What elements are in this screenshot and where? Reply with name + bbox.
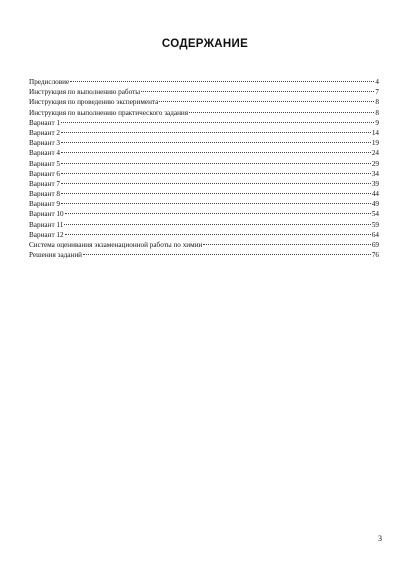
toc-dot-leader <box>61 173 371 174</box>
toc-entry-label: Инструкция по выполнению практического задания <box>29 108 189 117</box>
toc-entry <box>29 77 379 87</box>
toc-dot-leader <box>61 122 374 123</box>
page-title: СОДЕРЖАНИЕ <box>161 38 249 50</box>
toc-entry-label: Система оценивания экзаменационной работы по химии <box>29 241 203 249</box>
toc-entry-label: Вариант 5 <box>29 159 60 168</box>
toc-entry <box>29 87 379 97</box>
toc-entry-label: Вариант 1 <box>29 118 60 127</box>
toc-dot-leader <box>203 244 370 245</box>
toc-entry <box>29 138 379 148</box>
toc-dot-leader <box>70 81 374 82</box>
toc-entry <box>29 179 379 189</box>
toc-entry-page: 69 <box>371 241 379 249</box>
toc-entry <box>29 220 379 230</box>
toc-dot-leader <box>61 152 371 153</box>
toc-entry-page: 7 <box>375 88 379 97</box>
toc-dot-leader <box>189 112 374 113</box>
toc-entry-label: Вариант 12 <box>29 230 64 239</box>
toc-entry-page: 8 <box>375 98 379 107</box>
toc-entry-page: 64 <box>371 230 379 239</box>
toc-entry-page: 34 <box>371 169 379 178</box>
toc-dot-leader <box>61 183 371 184</box>
toc-entry <box>29 199 379 209</box>
toc-entry-page: 14 <box>371 128 379 137</box>
toc-dot-leader <box>61 203 371 204</box>
toc-entry-page: 59 <box>371 220 379 229</box>
toc-entry <box>29 169 379 179</box>
toc-entry-page: 24 <box>371 149 379 158</box>
toc-entry-label: Предисловие <box>29 78 70 86</box>
table-of-contents <box>29 77 379 260</box>
toc-entry-label: Вариант 3 <box>29 139 60 148</box>
toc-entry-page: 8 <box>375 108 379 117</box>
toc-entry <box>29 118 379 128</box>
toc-dot-leader <box>83 254 371 255</box>
toc-entry <box>29 128 379 138</box>
toc-entry-label: Вариант 11 <box>29 220 64 229</box>
toc-entry-page: 76 <box>371 251 379 260</box>
toc-entry <box>29 209 379 219</box>
toc-dot-leader <box>159 101 374 102</box>
toc-entry <box>29 159 379 169</box>
toc-dot-leader <box>141 91 374 92</box>
toc-entry-page: 9 <box>375 118 379 127</box>
toc-dot-leader <box>64 224 370 225</box>
toc-entry <box>29 189 379 199</box>
toc-entry-label: Инструкция по выполнению работы <box>29 88 141 97</box>
toc-entry-page: 49 <box>371 200 379 209</box>
toc-entry-label: Вариант 8 <box>29 190 60 199</box>
toc-entry-page: 29 <box>371 159 379 168</box>
toc-entry-page: 19 <box>371 139 379 148</box>
toc-dot-leader <box>61 142 371 143</box>
toc-entry-page: 44 <box>371 190 379 199</box>
toc-entry <box>29 240 379 250</box>
toc-entry-page: 4 <box>375 78 379 86</box>
toc-entry-label: Вариант 2 <box>29 128 60 137</box>
toc-entry <box>29 108 379 118</box>
toc-entry-label: Вариант 4 <box>29 149 60 158</box>
toc-dot-leader <box>61 163 371 164</box>
toc-entry-label: Вариант 10 <box>29 210 64 219</box>
toc-entry <box>29 250 379 260</box>
toc-entry <box>29 230 379 240</box>
toc-entry-label: Инструкция по проведению эксперимента <box>29 98 159 107</box>
toc-entry-label: Решения заданий <box>29 251 83 260</box>
toc-entry <box>29 97 379 107</box>
toc-entry-label: Вариант 9 <box>29 200 60 209</box>
toc-dot-leader <box>65 213 371 214</box>
toc-dot-leader <box>61 193 371 194</box>
toc-entry-page: 54 <box>371 210 379 219</box>
toc-entry <box>29 148 379 158</box>
page-number: 3 <box>378 534 382 543</box>
toc-entry-label: Вариант 7 <box>29 179 60 188</box>
toc-dot-leader <box>61 132 371 133</box>
toc-entry-page: 39 <box>371 179 379 188</box>
toc-entry-label: Вариант 6 <box>29 169 60 178</box>
toc-dot-leader <box>65 234 371 235</box>
